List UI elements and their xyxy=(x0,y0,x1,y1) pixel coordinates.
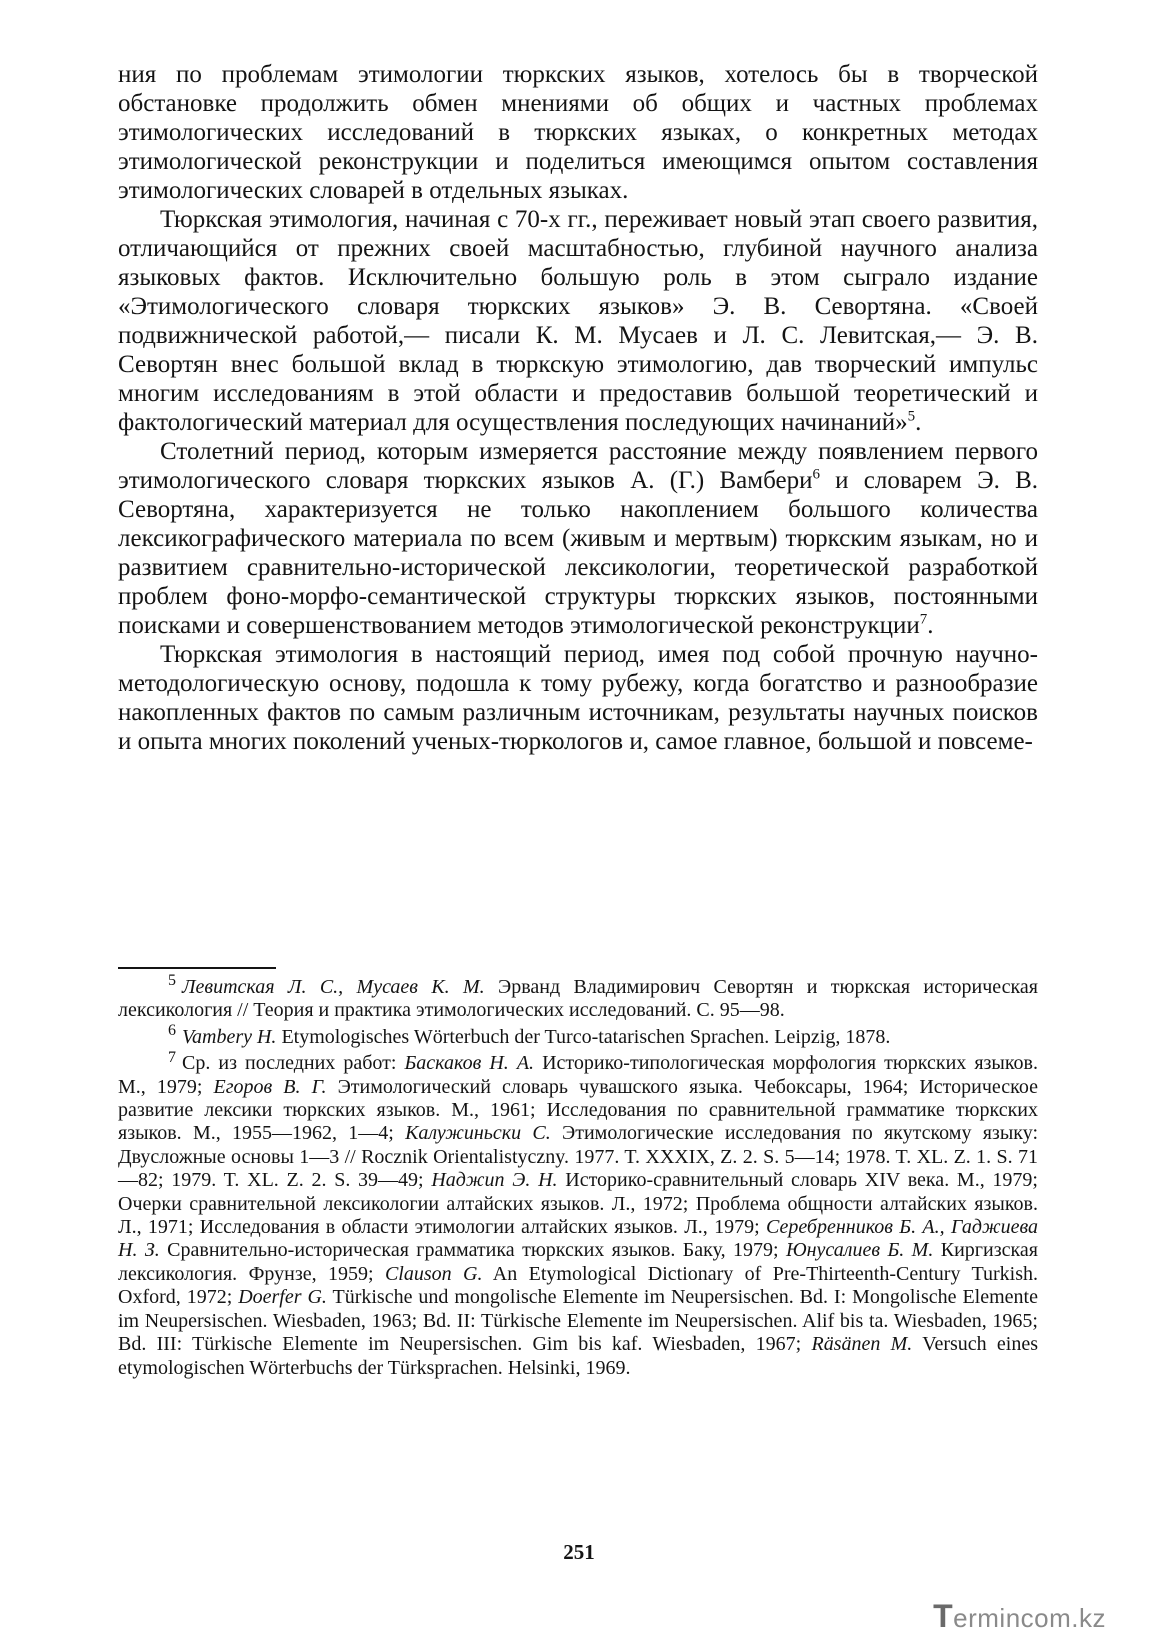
paragraph xyxy=(118,205,1038,437)
watermark-initial: T xyxy=(933,1598,954,1634)
footnote-author: Clauson G. xyxy=(384,1262,483,1285)
footnote-author: Серебренников Б. А., Гаджиева Н. З. xyxy=(118,1216,1038,1262)
footnote-author: Левитская Л. С., Мусаев К. М. xyxy=(182,976,485,998)
footnote-ref: 5 xyxy=(907,408,916,425)
paragraph-text: Столетний период, которым измеряется расстояние между появлением первого этимологического словаря тюркских языков А. (Г.) Вамбери xyxy=(118,438,1038,494)
footnote-author: Юнусалиев Б. М. xyxy=(785,1239,934,1262)
footnote-text: Историко-типологическая морфология тюркских языков. М., 1979; xyxy=(118,1052,1039,1098)
footnote-author: Баскаков Н. А. xyxy=(404,1052,535,1075)
paragraph-text: . xyxy=(915,409,922,436)
footnote-author: Наджип Э. Н. xyxy=(431,1169,558,1192)
footnote-ref: 7 xyxy=(919,611,928,628)
footnote-number: 7 xyxy=(168,1048,176,1066)
watermark-logo xyxy=(933,1598,1106,1635)
footnote-number: 5 xyxy=(168,972,176,990)
paragraph-text: и словарем Э. В. Севортяна, характеризуется не только накоплением большого количества лексикографического материала по всем (живым и мертвым) тюркским языкам, но и развитием сравнительно-исторической лексикологии, теоретической разработкой проблем фоно-морфо-семантической структуры тюркских языков, постоянными поисками и совершенствованием методов этимологической реконструкции xyxy=(118,467,1038,639)
paragraph xyxy=(118,640,1038,756)
footnote-text: Etymologisches Wörterbuch der Turco-tatarischen Sprachen. Leipzig, 1878. xyxy=(276,1025,891,1048)
footnote-number: 6 xyxy=(168,1022,176,1040)
footnote-author: Vambery H. xyxy=(182,1025,277,1048)
paragraph-text: Тюркская этимология в настоящий период, имея под собой прочную научно-методологическую основу, подошла к тому рубежу, когда богатство и разнообразие накопленных фактов по самым различным источникам, результаты научных поисков и опыта многих поколений ученых-тюркологов и, самое главное, большой и повсеме- xyxy=(118,641,1038,755)
footnotes xyxy=(118,972,1039,1383)
paragraph-text: ния по проблемам этимологии тюркских языков, хотелось бы в творческой обстановке продолжить обмен мнениями об общих и частных проблемах этимологических исследований в тюркских языках, о конкретных методах этимологической реконструкции и поделиться имеющимся опытом составления этимологических словарей в отдельных языках. xyxy=(118,61,1038,204)
footnote-text: Ср. из последних работ: xyxy=(182,1052,405,1075)
footnote-text: Киргизская лексикология. Фрунзе, 1959; xyxy=(118,1239,1038,1285)
footnote xyxy=(118,972,1038,1023)
page-body xyxy=(118,60,1038,756)
page-number: 251 xyxy=(563,1540,595,1564)
footnote xyxy=(118,1048,1039,1380)
footnote-text: Türkische und mongolische Elemente im Neupersischen. Bd. I: Mongolische Elemente im Neupersischen. Wiesbaden, 1963; Bd. II: Türkische Elemente im Neupersischen. Alif bis ta. Wiesbaden, 1965; Bd. III: Türkische Elemente im Neupersischen. Gim bis kaf. Wiesbaden, 1967; xyxy=(118,1286,1038,1356)
footnote-text: Эрванд Владимирович Севортян и тюркская историческая лексикология // Теория и практика этимологических исследований. С. 95—98. xyxy=(118,976,1038,1022)
paragraph-text: . xyxy=(927,612,934,639)
paragraph xyxy=(118,437,1038,640)
footnote-text: Этимологические исследования по якутскому языку: Двусложные основы 1—3 // Rocznik Orientalistyczny. 1977. T. XXXIX, Z. 2. S. 5—14; 1978. T. XL. Z. 1. S. 71—82; 1979. T. XL. Z. 2. S. 39—49; xyxy=(118,1122,1038,1192)
footnote-separator xyxy=(118,967,276,969)
watermark-text: ermincom.kz xyxy=(953,1603,1106,1633)
footnote-text: Versuch eines etymologischen Wörterbuchs der Türksprachen. Helsinki, 1969. xyxy=(118,1333,1039,1379)
footnote-ref: 6 xyxy=(812,466,820,483)
footnote-text: Историко-сравнительный словарь XIV века. М., 1979; Очерки сравнительной лексикологии алтайских языков. Л., 1972; Проблема общности алтайских языков. Л., 1971; Исследования в области этимологии алтайских языков. Л., 1979; xyxy=(118,1169,1038,1239)
footnote-author: Егоров В. Г. xyxy=(213,1075,327,1098)
footnote xyxy=(118,1022,1038,1049)
paragraph xyxy=(118,60,1038,205)
footnote-author: Doerfer G. xyxy=(238,1286,327,1309)
footnote-text: Сравнительно-историческая грамматика тюркских языков. Баку, 1979; xyxy=(159,1239,786,1262)
main-text xyxy=(118,60,1038,756)
footnote-text: Этимологический словарь чувашского языка. Чебоксары, 1964; Историческое развитие лексики тюркских языков. М., 1961; Исследования по сравнительной грамматике тюркских языков. М., 1955—1962, 1—4; xyxy=(118,1075,1038,1145)
footnote-author: Калужиньски С. xyxy=(405,1122,551,1145)
paragraph-text: Тюркская этимология, начиная с 70-х гг., переживает новый этап своего развития, отличающийся от прежних своей масштабностью, глубиной научного анализа языковых фактов. Исключительно большую роль в этом сыграло издание «Этимологического словаря тюркских языков» Э. В. Севортяна. «Своей подвижнической работой,— писали К. М. Мусаев и Л. С. Левитская,— Э. В. Севортян внес большой вклад в тюркскую этимологию, дав творческий импульс многим исследованиям в этой области и предоставив большой теоретический и фактологический материал для осуществления последующих начинаний» xyxy=(118,206,1038,436)
footnote-author: Räsänen M. xyxy=(811,1333,913,1356)
footnote-text: An Etymological Dictionary of Pre-Thirteenth-Century Turkish. Oxford, 1972; xyxy=(118,1262,1039,1309)
